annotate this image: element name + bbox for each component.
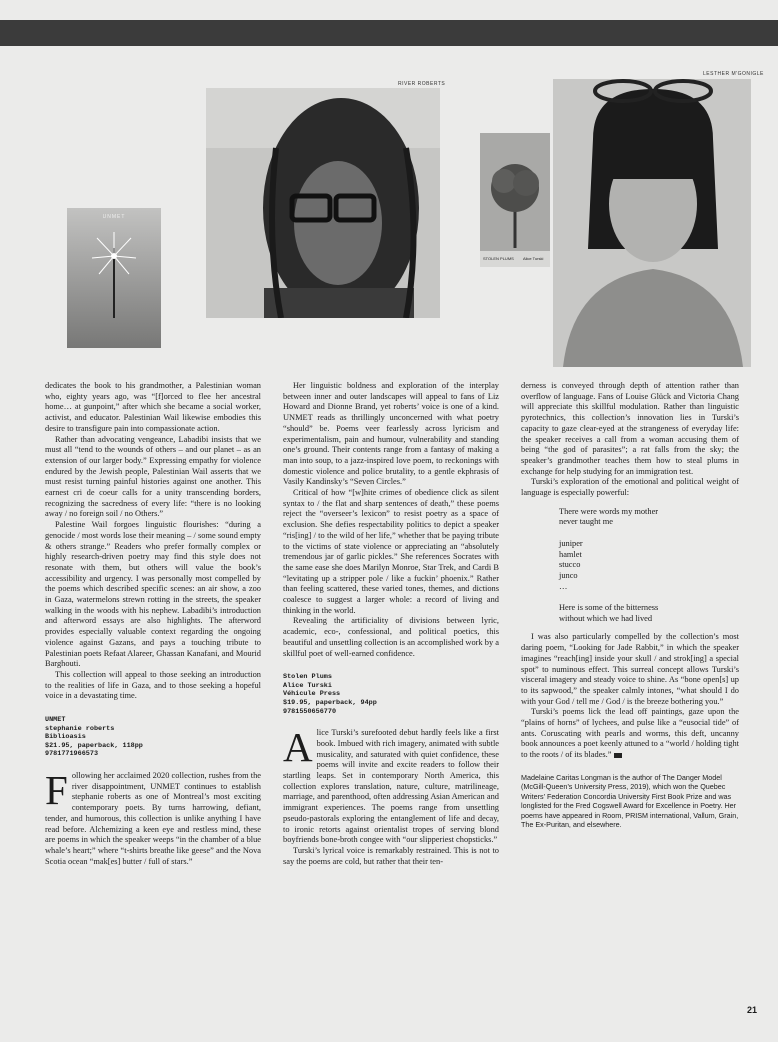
- review-opening-paragraph: Alice Turski’s surefooted debut hardly feels like a first book. Imbued with rich imagery, animated with subtle musicality, and saturated with quiet confidence, these poems will invite and excite readers to follow their startling leaps. Set in contemporary North America, this collection explores translation, nature, culture, matrilineage, marriage, and parenthood, often addressing Asian American and immigrant experiences. The poems range from unsettling pseudo-pastorals exploring the entanglement of life and decay, to ironic retorts against orientalist tropes of serving blond boyfriends bone-broth congee with “our slipperiest chopsticks.”: [283, 724, 499, 845]
- review-opening-paragraph: Following her acclaimed 2020 collection, rushes from the river disappointment, UNMET continues to establish stephanie roberts as one of Montreal’s most exciting contemporary poets. By turns harrowing, defiant, tender, and humorous, this collection is unlike anything I have read before. Alchemizing a keen eye and restless mind, these are poems in which the speaker weeps “in the chamber of a blue whale’s heart;” where “t-shirts breathe like geese” and the Nova Scotia ocean “mak[es] butter / full of stars.”: [45, 767, 261, 866]
- poem-excerpt: [559, 507, 739, 625]
- book-title: Stolen Plums: [283, 673, 332, 682]
- book-price: $21.95, paperback, 118pp: [45, 741, 143, 750]
- page-number: 21: [747, 1005, 758, 1015]
- book-title: UNMET: [45, 716, 66, 725]
- poem-line: hamlet: [559, 549, 582, 559]
- stolen-plums-cover-author: Alice Turski: [522, 256, 544, 261]
- poem-line: junco: [559, 570, 578, 580]
- poem-line: Here is some of the bitterness: [559, 603, 659, 613]
- paragraph: dedicates the book to his grandmother, a Palestinian woman who, eighty years ago, was “[f]orced to flee her ancestral home… at gunpoint,” after which she became a social worker, activist, and educator. Palestinian Wail likewise embodies this desire to transfigure pain into compassionate action.: [45, 381, 261, 433]
- author-photo-roberts: [206, 88, 440, 318]
- author-photo-turski: [553, 79, 751, 367]
- photo-credit-left: RIVER ROBERTS: [398, 81, 446, 87]
- paragraph: Critical of how “[w]hite crimes of obedience click as silent syntax to / the flat and sharp sentences of death,” these poems reject the “overseer’s lexicon” to resist poetry as a space of exclusion. She defies respectability politics to depict a speaker “ris[ing] / to the wild of her life,” whether that be paying tribute to the victims of state violence or appreciating an “absolutely tremendous jar of garlic pickles.” She references Socrates with the same ease she does Marilyn Monroe, Star Trek, and Cardi B “levitating up a stripper pole / like a fuckin’ phoenix.” Rather than feeling scattered, these varied tones, themes, and dictions coalesce to suggest a larger whole: a record of living and thinking in the world.: [283, 488, 499, 615]
- drop-cap: F: [45, 767, 68, 814]
- stolen-plums-cover-title: STOLEN PLUMS: [483, 256, 514, 261]
- paragraph: Rather than advocating vengeance, Labadibi insists that we must all “tend to the wounds of others – and our planet – as an extension of our larger body.” Expressing empathy for violence endured by the Jewish people, Palestinian Wail asserts that we must resist turning painful histories against one another. This earnest cri de coeur calls for a unity transcending borders, recognizing the sacredness of every life: “there is no looking away / no foreign soil / no Others.”: [45, 434, 261, 519]
- paragraph: Turski’s lyrical voice is remarkably restrained. This is not to say the poems are cold, but rather that their ten-: [283, 845, 499, 866]
- paragraph: Turski’s poems lick the lead off paintings, gaze upon the “plains of horns” of lychees, and pulse like a “eusocial tide” of ants. Coruscating with pearls and worms, this deft, uncanny book announces a poet keenly attuned to a “world / holding tight to the roots / of its blades.”: [521, 707, 739, 760]
- poem-line: [559, 592, 739, 603]
- poem-line: [559, 528, 739, 539]
- photo-credit-right: LESTHER M'GONIGLE: [703, 71, 764, 77]
- paragraph: Turski’s exploration of the emotional and political weight of language is especially powerful:: [521, 477, 739, 498]
- book-publisher: Véhicule Press: [283, 690, 341, 699]
- paragraph: I was also particularly compelled by the collection’s most daring poem, “Looking for Jade Rabbit,” in which the speaker imagines “reach[ing] inside your skull / and strok[ing] a special spot” to numinous effect. This surreal concept allows Turski’s visceral imagery and steady voice to shine. As “bone open[s] up to its sapwood,” the speaker calmly intones, “what should I do with your God / tell me / God / is the breeze bothering you.”: [521, 632, 739, 706]
- poem-line: without which we had lived: [559, 613, 653, 623]
- column-1: [45, 381, 261, 867]
- book-author: Alice Turski: [283, 681, 332, 690]
- drop-cap: A: [283, 724, 313, 771]
- unmet-cover-title: UNMET: [102, 214, 126, 220]
- column-2: [283, 381, 499, 867]
- book-isbn: 9781771966573: [45, 750, 99, 759]
- poem-line: …: [559, 581, 568, 591]
- unmet-book-cover: [67, 208, 161, 348]
- book-publisher: Biblioasis: [45, 733, 86, 742]
- header-bar: [0, 20, 778, 46]
- reviewer-bio: Madelaine Caritas Longman is the author of The Danger Model (McGill-Queen’s University Press, 2019), which won the Quebec Writers’ Federation Concordia University First Book Prize and was longlisted for the Fred Cogswell Award for Excellence in Poetry. Her poems have appeared in Room, PRISM international, Vallum, Grain, The Ex-Puritan, and elsewhere.: [521, 772, 739, 829]
- book-author: stephanie roberts: [45, 724, 115, 733]
- poem-line: juniper: [559, 538, 583, 548]
- stolen-plums-book-cover: [480, 133, 550, 267]
- column-3: [521, 381, 739, 829]
- poem-line: stucco: [559, 560, 581, 570]
- book-info-unmet: [45, 716, 261, 759]
- book-price: $19.95, paperback, 94pp: [283, 699, 377, 708]
- paragraph: derness is conveyed through depth of attention rather than overflow of language. Fans of Louise Glück and Victoria Chang will appreciate this skillful modulation. Rather than linguistic pyrotechnics, this collection’s innovation lies in Turski’s capacity to gaze clear-eyed at the strangeness of everyday life: the speaker receives a call from a woman accusing them of being “the god of parasites”; a rat falls from the sky; the speaker’s grandmother teaches them how to steal plums in exchange for help studying for an immigration test.: [521, 381, 739, 476]
- end-mark-icon: [614, 753, 622, 758]
- book-info-stolen-plums: [283, 673, 499, 716]
- paragraph: Revealing the artificiality of divisions between lyric, academic, eco-, confessional, and political poetics, this beautiful and unsettling collection is an accomplished work by a skillful poet of well-earned confidence.: [283, 616, 499, 658]
- paragraph: Her linguistic boldness and exploration of the interplay between inner and outer landscapes will appeal to fans of Liz Howard and Dionne Brand, yet roberts’ voice is one of a kind. UNMET reads as thrillingly unconcerned with what poetry “should” be. Poems veer fearlessly across lyricism and experimentalism, pain and humour, vulnerability and standing one’s ground. Their contents range from a fantasy of making a man into soup, to a jazz-inspired love poem, to reckonings with domestic violence and police brutality, to a gentle ekphrasis of Vasily Kandinsky’s “Seven Circles.”: [283, 381, 499, 487]
- book-isbn: 9781550656770: [283, 707, 337, 716]
- paragraph: Palestine Wail forgoes linguistic flourishes: “during a genocide / most words lose their meaning – / some sound empty & others strange.” Readers who prefer formally complex or highly research-driven poetry may find this style does not resonate with them, but others will value the book’s accessibility and urgency. I was personally most compelled by the poems which described specific scenes: an air show, a zoo in Gaza, watermelons strewn rotting in the streets, the speaker walking in the woods with his nephew. Labadibi’s introduction and afterword essays are also highlights. The afterword provides especially valuable context regarding the ongoing violence against Gazans, and pays a touching tribute to Palestinian poets Refaat Alareer, Ghassan Kanafani, and Mourid Barghouti.: [45, 520, 261, 669]
- poem-line: never taught me: [559, 517, 613, 527]
- poem-line: There were words my mother: [559, 506, 659, 516]
- paragraph: This collection will appeal to those seeking an introduction to the realities of life in Gaza, and to those seeking a hopeful voice in a devastating time.: [45, 669, 261, 701]
